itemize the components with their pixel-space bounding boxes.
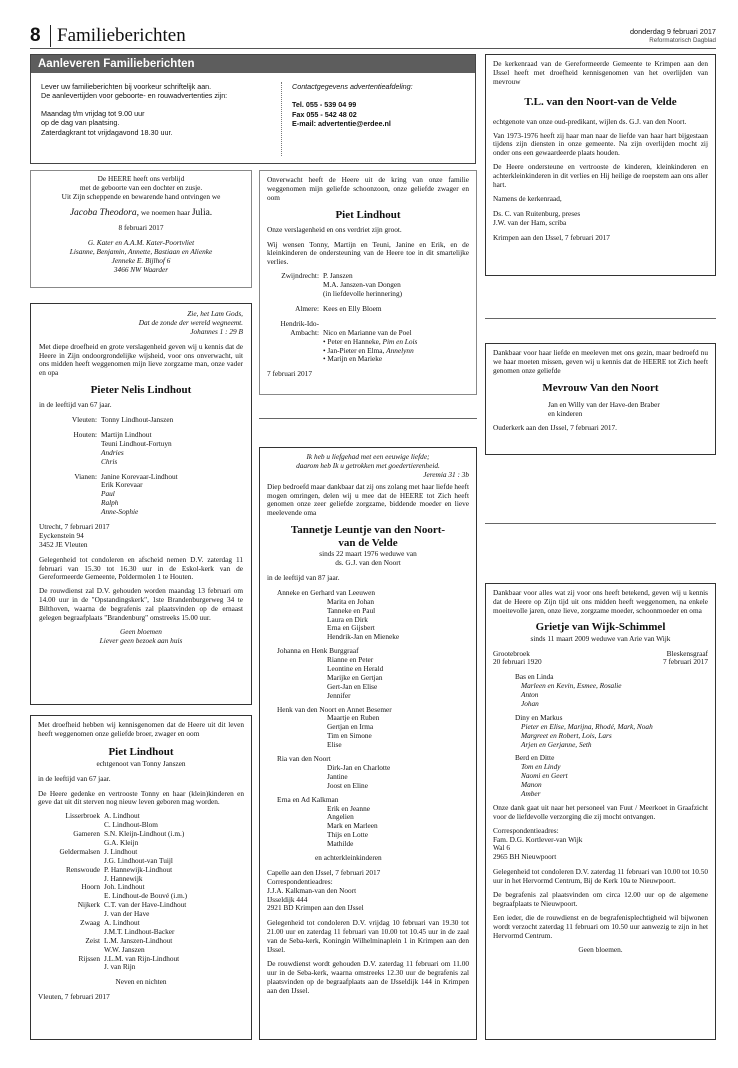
family-head: Berd en Ditte bbox=[515, 753, 555, 763]
family-member: Pieter en Elise, Marijna, Rhodé, Mark, Noah bbox=[521, 721, 653, 731]
relative: J.M.T. Lindhout-Backer bbox=[104, 926, 175, 936]
deceased-name-line-1: Tannetje Leuntje van den Noort- bbox=[290, 524, 446, 537]
service-info: Een ieder, die de rouwdienst en de begrafenisplechtigheid wil bijwonen wordt verzocht zaterdag 11 februari om 10.50 uur aanwezig te zijn in het Hervormd Centrum. bbox=[493, 912, 708, 940]
place-label-part: Hendrik-Ido- bbox=[280, 318, 319, 328]
family-member: Rianne en Peter bbox=[327, 655, 374, 665]
place-label: Nijkerk bbox=[77, 900, 100, 910]
family-member: Mathilde bbox=[327, 839, 354, 849]
church-council-notice bbox=[485, 54, 716, 276]
family-head: Ria van den Noort bbox=[277, 754, 331, 764]
death-date: 7 februari 2017 bbox=[663, 657, 708, 667]
obituary-pieter-lindhout bbox=[30, 303, 252, 705]
family-member: Joost en Eline bbox=[327, 780, 368, 790]
relative: J.L.M. van Rijn-Lindhout bbox=[104, 953, 180, 963]
birth-name: Jacoba Theodora, bbox=[69, 207, 139, 218]
closing-line: Geen bloemen bbox=[120, 626, 162, 636]
family-member: Maartje en Ruben bbox=[327, 713, 380, 723]
contact-label: Contactgegevens advertentieafdeling: bbox=[292, 82, 413, 91]
relative: P. Hannewijk-Lindhout bbox=[104, 864, 173, 874]
birth-family-4: 3466 NW Waarder bbox=[113, 264, 169, 274]
sibling-relatives bbox=[38, 812, 244, 972]
birth-name-line bbox=[37, 208, 245, 220]
contact-fax: Fax 055 - 542 48 02 bbox=[292, 109, 357, 119]
obituary-intro: Diep bedroefd maar dankbaar dat zij ons zolang met haar liefde heeft mogen omringen, delen wij u mee dat de HEERE tot Zich heeft genomen onze zeer geliefde zorgzame, biddende moeder en lieve meelevende oma bbox=[267, 481, 469, 518]
family-member: Arjen en Gerjanne, Seth bbox=[521, 739, 592, 749]
family-block bbox=[267, 647, 469, 700]
address-line: J.J.A. Kalkman-van den Noort bbox=[267, 885, 357, 895]
family-list bbox=[493, 673, 708, 799]
deceased-name: Grietje van Wijk-Schimmel bbox=[535, 620, 666, 633]
address-line: 2965 BH Nieuwpoort bbox=[493, 852, 557, 862]
family-member: Gert-Jan en Elise bbox=[327, 681, 378, 691]
obituary-date: Vleuten, 7 februari 2017 bbox=[38, 992, 110, 1002]
place-label: Houten: bbox=[73, 430, 97, 440]
submission-info-text bbox=[41, 82, 273, 137]
family-block bbox=[267, 796, 469, 849]
relatives-row bbox=[38, 883, 244, 901]
info-line: Lever uw familieberichten bij voorkeur schriftelijk aan. bbox=[41, 82, 212, 91]
deceased-name-line-2: van de Velde bbox=[338, 537, 398, 550]
column-separator bbox=[485, 523, 716, 524]
family-member: Naomi en Geert bbox=[521, 771, 568, 781]
birth-family-1: G. Kater en A.A.M. Kater-Poortvliet bbox=[87, 238, 195, 248]
relative-names: Jan-Pieter en Elma, bbox=[327, 345, 387, 355]
address-line: Capelle aan den IJssel, 7 februari 2017 bbox=[267, 867, 381, 877]
signatory: Ds. C. van Ruitenburg, preses bbox=[493, 208, 581, 218]
relative: J. Hannewijk bbox=[104, 873, 143, 883]
signatory: J.W. van der Ham, scriba bbox=[493, 217, 567, 227]
relative: P. Janszen bbox=[323, 271, 353, 281]
closing-line: Geen bloemen. bbox=[578, 944, 623, 954]
family-block bbox=[493, 754, 708, 798]
relatives-row bbox=[38, 830, 244, 848]
obituary-text-2: Wij wensen Tonny, Martijn en Teuni, Janine en Erik, en de kleinkinderen de ondersteuning van de Heere toe in dit smartelijke verlies. bbox=[267, 239, 469, 267]
submission-info-title: Aanleveren Familieberichten bbox=[31, 55, 475, 73]
relatives-vleuten bbox=[39, 416, 243, 425]
place-label bbox=[267, 320, 323, 365]
family-block bbox=[493, 673, 708, 709]
address-line: 2921 BD Krimpen aan den IJssel bbox=[267, 903, 364, 913]
relative: J. Lindhout bbox=[104, 846, 138, 856]
obituary-tannetje-van-den-noort bbox=[259, 447, 477, 1040]
deceased-name: Pieter Nelis Lindhout bbox=[90, 384, 192, 397]
service-info: De rouwdienst wordt gehouden D.V. zaterdag 11 februari om 11.00 uur in de Seba-kerk, waarna omstreeks 12.30 uur de begrafenis zal plaatsvinden op de begraafplaats aan de IJsseldijk 144 in Krimpen aan den IJssel. bbox=[267, 958, 469, 995]
family-head: Erna en Ad Kalkman bbox=[277, 794, 339, 804]
place-label: Hoorn bbox=[81, 882, 100, 892]
family-member: Gertjan en Irma bbox=[327, 722, 374, 732]
deceased-age: in de leeftijd van 87 jaar. bbox=[267, 573, 340, 583]
birth-call-name: Julia. bbox=[191, 207, 213, 218]
family-member: Tanneke en Paul bbox=[327, 605, 376, 615]
address-line: Correspondentieadres: bbox=[267, 876, 333, 886]
obituary-grietje-van-wijk bbox=[485, 583, 716, 1040]
relatives-almere bbox=[267, 305, 469, 314]
family-list bbox=[267, 589, 469, 849]
deceased-subtitle: sinds 11 maart 2009 weduwe van Arie van Wijk bbox=[530, 633, 671, 643]
place-label: Vleuten: bbox=[71, 415, 97, 425]
relative: W.W. Janszen bbox=[104, 944, 145, 954]
deceased-age: in de leeftijd van 67 jaar. bbox=[38, 773, 111, 783]
family-head: Anneke en Gerhard van Leeuwen bbox=[277, 587, 376, 597]
relative: Nico en Marianne van de Poel bbox=[323, 327, 412, 337]
obituary-intro: Met diepe droefheid en grote verslagenheid geven wij u kennis dat de Heere in Zijn ondoorgrondelijke wijsheid, voor ons onverwacht, uit ons midden heeft weggenomen mijn lieve zorgzame man, onze vader en opa bbox=[39, 341, 243, 378]
notice-date: Krimpen aan den IJssel, 7 februari 2017 bbox=[493, 232, 610, 242]
relative: (in liefdevolle herinnering) bbox=[323, 289, 403, 299]
burial-info: De begrafenis zal plaatsvinden om circa 12.00 uur op de algemene begraafplaats te Nieuwpoort. bbox=[493, 890, 708, 908]
birth-announcement bbox=[30, 170, 252, 288]
relatives-row bbox=[38, 901, 244, 919]
relatives-row bbox=[38, 937, 244, 955]
place-label: Zwijndrecht: bbox=[281, 271, 319, 281]
relative: A. Lindhout bbox=[104, 918, 140, 928]
family-member: Tom en Lindy bbox=[521, 762, 561, 772]
grandchildren-line: en achterkleinkinderen bbox=[315, 852, 382, 862]
relative: J. van der Have bbox=[104, 909, 150, 919]
family-line: en kinderen bbox=[548, 408, 583, 418]
family-member: Angelien bbox=[327, 812, 354, 822]
deceased-subtitle: echtgenote van onze oud-predikant, wijlen ds. G.J. van den Noort. bbox=[493, 116, 687, 126]
obituary-date: Ouderkerk aan den IJssel, 7 februari 2017. bbox=[493, 423, 618, 433]
family-head: Henk van den Noort en Annet Besemer bbox=[277, 704, 392, 714]
family-member: Erna en Gijsbert bbox=[327, 623, 375, 633]
birth-intro-1: De HEERE heeft ons verblijd bbox=[97, 174, 185, 183]
family-block bbox=[267, 755, 469, 791]
family-block bbox=[267, 706, 469, 750]
relative: M.A. Janszen-van Dongen bbox=[323, 280, 401, 290]
place-label: Geldermalsen bbox=[59, 846, 100, 856]
relatives-houten bbox=[39, 431, 243, 467]
relatives-vianen bbox=[39, 473, 243, 517]
relatives-row bbox=[38, 919, 244, 937]
verse-line-1: Zie, het Lam Gods, bbox=[187, 309, 243, 318]
verse-ref: Johannes 1 : 29 B bbox=[190, 326, 243, 336]
family-member: Thijs en Lotte bbox=[327, 830, 368, 840]
submission-info-box bbox=[30, 54, 476, 164]
relative: Teuni Lindhout-Fortuyn bbox=[101, 438, 172, 448]
relative: Anne-Sophie bbox=[101, 507, 139, 517]
relative: C. Lindhout-Blom bbox=[104, 820, 158, 830]
family-member: Margreet en Robert, Lois, Lars bbox=[521, 730, 612, 740]
family-member: Hendrik-Jan en Mieneke bbox=[327, 632, 400, 642]
deceased-name: Piet Lindhout bbox=[335, 208, 401, 221]
info-line: Maandag t/m vrijdag tot 9.00 uur bbox=[41, 108, 145, 118]
birth-family-3: Jenneke E. Bijlhof 6 bbox=[111, 255, 171, 265]
family-line: Jan en Willy van der Have-den Braber bbox=[548, 399, 660, 409]
closing-line: Neven en nichten bbox=[115, 977, 167, 987]
death-place: Bleskensgraaf bbox=[666, 648, 708, 658]
relative: Janine Korevaar-Lindhout bbox=[101, 471, 178, 481]
family-member: Elise bbox=[327, 740, 342, 750]
place-label: Renswoude bbox=[65, 864, 100, 874]
relative-children: Annelynn bbox=[386, 345, 414, 355]
relative: L.M. Janszen-Lindhout bbox=[104, 935, 173, 945]
birth-date: 8 februari 2017 bbox=[118, 223, 164, 233]
relative: C.T. van der Have-Lindhout bbox=[104, 900, 187, 910]
verse-line-1: Ik heb u liefgehad met een eeuwige liefde; bbox=[306, 452, 430, 461]
place-label-part: Ambacht: bbox=[290, 327, 319, 337]
column-separator bbox=[485, 318, 716, 319]
deceased-name: Mevrouw Van den Noort bbox=[542, 381, 659, 394]
deceased-age: in de leeftijd van 67 jaar. bbox=[39, 400, 112, 410]
verse-line-2: daarom heb Ik u getrokken met goedertierenheid. bbox=[296, 460, 440, 470]
relative: Erik Korevaar bbox=[101, 480, 143, 490]
relative: Kees en Elly Bloem bbox=[323, 303, 382, 313]
contact-tel: Tel. 055 - 539 04 99 bbox=[292, 100, 357, 110]
relative: Martijn Lindhout bbox=[101, 430, 152, 440]
obituary-text-1: Onze verslagenheid en ons verdriet zijn groot. bbox=[267, 224, 402, 234]
family-head: Bas en Linda bbox=[515, 672, 554, 682]
place-label: Gameren bbox=[73, 829, 100, 839]
service-info: De rouwdienst zal D.V. gehouden worden maandag 13 februari om 14.00 uur in de "Opstandingskerk", 1ste Brandenburgerweg 34 te Bilthoven, waarna de begrafenis zal plaatsvinden op de ernaast gelegen begraafplaats "Brandenburg" omstreeks 15.00 uur. bbox=[39, 586, 243, 623]
birth-intro-3: Uit Zijn scheppende en bewarende hand ontvingen we bbox=[61, 191, 221, 201]
paper-name: Reformatorisch Dagblad bbox=[649, 37, 716, 44]
family-member: Tim en Simone bbox=[327, 731, 372, 741]
relatives-names bbox=[104, 866, 172, 884]
relative-names: Peter en Hanneke, bbox=[327, 336, 383, 346]
relative: G.A. Kleijn bbox=[104, 838, 139, 848]
contact-email[interactable]: E-mail: advertentie@erdee.nl bbox=[292, 119, 391, 129]
place-label: Almere: bbox=[295, 303, 319, 313]
relative: S.N. Kleijn-Lindhout (i.m.) bbox=[104, 829, 185, 839]
page-number: 8 bbox=[30, 25, 41, 46]
info-line: Zaterdagkrant tot vrijdagavond 18.30 uur. bbox=[41, 127, 173, 137]
relatives-hia bbox=[267, 320, 469, 365]
relative: J. van Rijn bbox=[104, 962, 136, 972]
place-label: Vianen: bbox=[74, 471, 97, 481]
family-block bbox=[267, 589, 469, 642]
place-label: Zwaag bbox=[80, 918, 100, 928]
address-line: Eyckenstein 94 bbox=[39, 530, 84, 540]
relatives-row bbox=[38, 848, 244, 866]
birth-date: 20 februari 1920 bbox=[493, 657, 542, 667]
deceased-name: T.L. van den Noort-van de Velde bbox=[524, 95, 677, 108]
address-line: Wal 6 bbox=[493, 843, 511, 853]
relative: E. Lindhout-de Bouvé (i.m.) bbox=[104, 891, 188, 901]
relative: • Peter en Hanneke, Pim en Lois bbox=[323, 336, 418, 346]
relative: • Marijn en Marieke bbox=[323, 354, 383, 364]
condolence-info: Gelegenheid tot condoleren D.V. zaterdag 11 februari van 10.00 tot 10.50 uur in het Hervormd Centrum, Bij de Kerk 10a te Nieuwpoort. bbox=[493, 867, 708, 886]
relative-names: Marijn en Marieke bbox=[327, 354, 383, 364]
relatives-names bbox=[104, 955, 179, 973]
family-member: Laura en Dirk bbox=[327, 614, 368, 624]
relative: Tonny Lindhout-Janszen bbox=[101, 415, 174, 425]
obituary-intro: Dankbaar voor alles wat zij voor ons heeft betekend, geven wij u kennis dat de Heere op Zijn tijd uit ons midden heeft weggenomen, na enkele moeitevolle jaren, onze lieve, zorgzame moeder, schoonmoeder en oma bbox=[493, 588, 708, 615]
relatives-names bbox=[104, 919, 174, 937]
birth-family-2: Lisanne, Benjamin, Annette, Bastiaan en Alienke bbox=[69, 247, 213, 257]
family-member: Mark en Marleen bbox=[327, 821, 378, 831]
place-label: Zeist bbox=[85, 935, 100, 945]
verse-line-2: Dat de zonde der wereld wegneemt. bbox=[138, 317, 243, 327]
obituary-mevrouw-van-den-noort bbox=[485, 343, 716, 455]
address-line: Utrecht, 7 februari 2017 bbox=[39, 522, 110, 532]
family-member: Anton bbox=[521, 690, 539, 700]
condolence-info: Gelegenheid tot condoleren D.V. vrijdag 10 februari van 19.30 tot 21.00 uur en zaterdag 11 februari van 10.00 tot 10.45 uur in de zaal van de Seba-kerk, Koningin Wilhelminaplein 1 in Krimpen aan den IJssel. bbox=[267, 918, 469, 954]
birth-name-suffix: we noemen haar bbox=[138, 207, 192, 217]
obituary-intro: Onverwacht heeft de Heere uit de kring van onze familie weggenomen mijn geliefde schoonzoon, onze geliefde zwager en oom bbox=[267, 175, 469, 202]
address-line: Fam. D.G. Kortlever-van Wijk bbox=[493, 834, 583, 844]
family-member: Marijke en Gertjan bbox=[327, 672, 383, 682]
closing-line: Liever geen bezoek aan huis bbox=[99, 635, 183, 645]
relative-children: Pim en Lois bbox=[382, 336, 418, 346]
address-line: IJsseldijk 444 bbox=[267, 894, 308, 904]
family-member: Johan bbox=[521, 699, 539, 709]
notice-intro: De kerkenraad van de Gereformeerde Gemeente te Krimpen aan den IJssel heeft met droefheid kennisgenomen van het overlijden van mevrouw bbox=[493, 59, 708, 86]
notice-text-1: Van 1973-1976 heeft zij haar man naar de liefde van haar hart bijgestaan tijdens zijn diensten in onze gemeente. Na zijn overlijden mocht zij onder ons een gewaardeerde plaats houden. bbox=[493, 130, 708, 158]
relatives-names bbox=[104, 901, 186, 919]
family-member: Manon bbox=[521, 780, 542, 790]
place-label: Rijssen bbox=[78, 953, 100, 963]
condolence-info: Gelegenheid tot condoleren en afscheid nemen D.V. zaterdag 11 februari van 15.30 tot 16.30 uur in de Eskol-kerk van de Gereformeerde Gemeente, Poldermolen 1 te Houten. bbox=[39, 554, 243, 582]
info-line: op de dag van plaatsing. bbox=[41, 118, 120, 128]
birth-intro-2: met de geboorte van een dochter en zusje. bbox=[79, 182, 203, 192]
relative: Joh. Lindhout bbox=[104, 882, 145, 892]
obituary-intro: Dankbaar voor haar liefde en meeleven met ons gezin, maar bedroefd nu we haar moeten missen, geven wij u kennis dat de HEERE tot Zich heeft genomen onze geliefde bbox=[493, 348, 708, 375]
relatives-names bbox=[104, 883, 187, 901]
thanks-text: Onze dank gaat uit naar het personeel van Fuut / Meerkoet in Graafzicht voor de liefdevolle verzorging die zij mocht ontvangen. bbox=[493, 802, 708, 821]
birth-place: Grootebroek bbox=[493, 648, 530, 658]
obituary-text: De Heere gedenke en vertrooste Tonny en haar (klein)kinderen en geve dat uit dit sterven nog nieuw leven geboren mag worden. bbox=[38, 788, 244, 807]
family-member: Leontine en Herald bbox=[327, 664, 384, 674]
issue-date-text: donderdag 9 februari 2017 bbox=[629, 27, 716, 36]
relative: Ralph bbox=[101, 498, 119, 508]
section-title: Familieberichten bbox=[50, 25, 186, 47]
family-member: Erik en Jeanne bbox=[327, 803, 370, 813]
deceased-subtitle: ds. G.J. van den Noort bbox=[335, 558, 401, 568]
deceased-subtitle: sinds 22 maart 1976 weduwe van bbox=[319, 549, 417, 559]
obituary-piet-lindhout-siblings bbox=[30, 715, 252, 1040]
info-line: De aanlevertijden voor geboorte- en rouwadvertenties zijn: bbox=[41, 91, 228, 101]
family-member: Dirk-Jan en Charlotte bbox=[327, 762, 391, 772]
family-block bbox=[493, 714, 708, 750]
deceased-name: Piet Lindhout bbox=[108, 745, 174, 758]
relative: Andries bbox=[101, 447, 124, 457]
relatives-names bbox=[104, 848, 173, 866]
contact-info bbox=[281, 82, 471, 156]
family-head: Diny en Markus bbox=[515, 712, 563, 722]
relatives-names bbox=[104, 937, 172, 955]
relatives-row bbox=[38, 812, 244, 830]
obituary-intro: Met droefheid hebben wij kennisgenomen dat de Heere uit dit leven heeft weggenomen onze geliefde broer, zwager en oom bbox=[38, 720, 244, 738]
relative: J.G. Lindhout-van Tuijl bbox=[104, 855, 173, 865]
family-member: Amber bbox=[521, 789, 541, 799]
notice-text-3: Namens de kerkenraad, bbox=[493, 193, 562, 203]
relative: Paul bbox=[101, 489, 115, 499]
relatives-row bbox=[38, 866, 244, 884]
relatives-zwijndrecht bbox=[267, 272, 469, 299]
address-line: 3452 JE Vleuten bbox=[39, 539, 88, 549]
verse-ref: Jeremia 31 : 3b bbox=[423, 469, 469, 479]
deceased-subtitle: echtgenoot van Tonny Janszen bbox=[96, 758, 186, 768]
relative: A. Lindhout bbox=[104, 811, 140, 821]
place-label: Lisserbroek bbox=[65, 811, 100, 821]
relatives-names bbox=[104, 812, 158, 830]
masthead bbox=[30, 25, 716, 49]
family-member: Jennifer bbox=[327, 690, 351, 700]
issue-date bbox=[630, 27, 716, 45]
address-line: Correspondentieadres: bbox=[493, 825, 559, 835]
family-member: Marleen en Kevin, Esmee, Rosalie bbox=[521, 681, 622, 691]
family-head: Johanna en Henk Burggraaf bbox=[277, 646, 359, 656]
birth-death-row bbox=[493, 650, 708, 668]
notice-text-2: De Heere ondersteune en vertrooste de kinderen, kleinkinderen en achterkleinkinderen in dit verlies en Hij heilige de roepstem aan ons aller hart. bbox=[493, 162, 708, 190]
relative: Chris bbox=[101, 456, 118, 466]
family-member: Marita en Johan bbox=[327, 596, 375, 606]
relatives-row bbox=[38, 955, 244, 973]
relative: • Jan-Pieter en Elma, Annelynn bbox=[323, 345, 414, 355]
relatives-names bbox=[104, 830, 184, 848]
family-member: Jantine bbox=[327, 771, 348, 781]
column-separator bbox=[259, 418, 477, 419]
obituary-date: 7 februari 2017 bbox=[267, 369, 312, 379]
obituary-piet-lindhout-family bbox=[259, 170, 477, 395]
